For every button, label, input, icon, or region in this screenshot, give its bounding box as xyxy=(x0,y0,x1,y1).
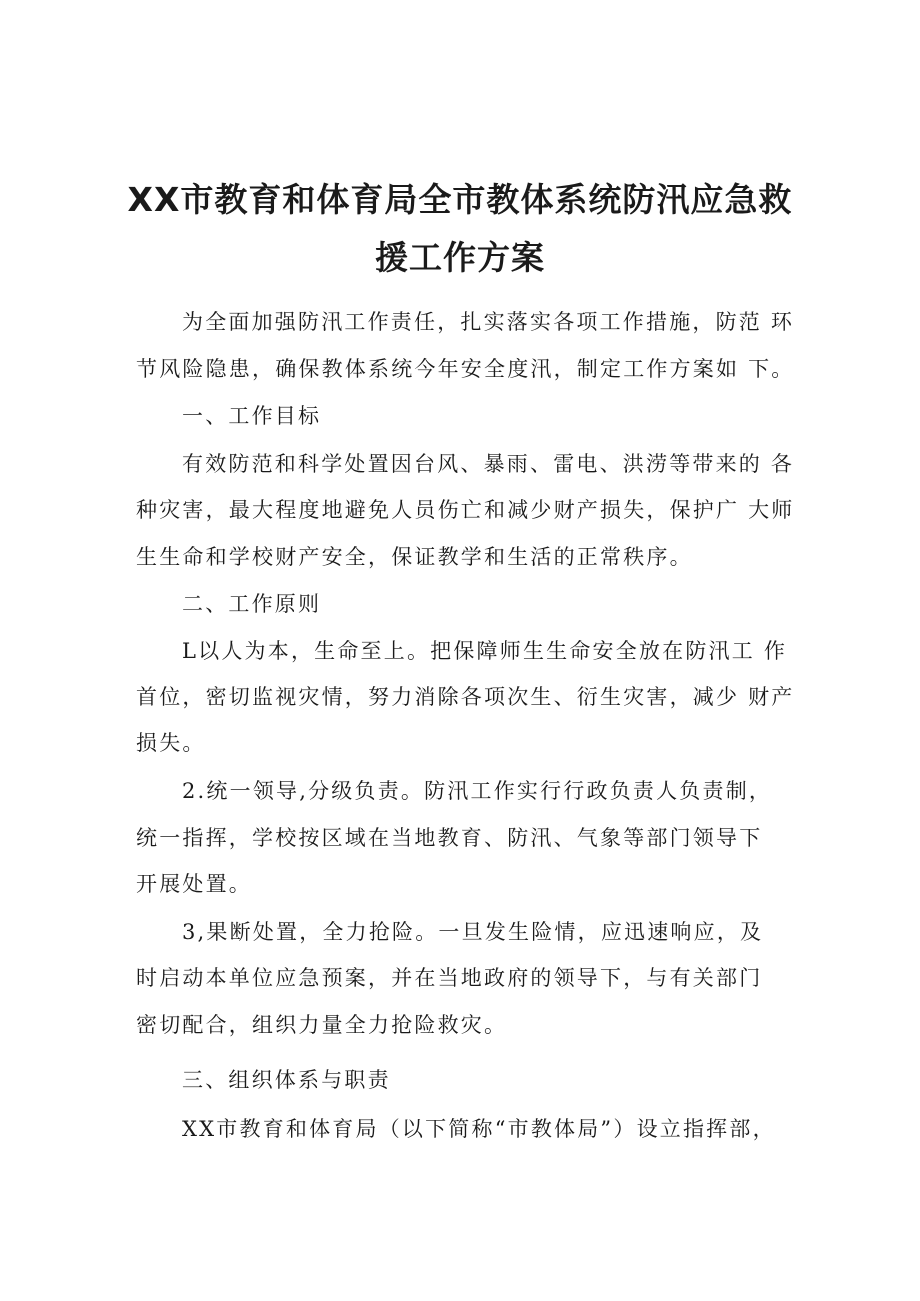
principle-2-line-1: 2.统一领导,分级负责。防汛工作实行行政负责人负责制， xyxy=(182,779,773,803)
principle-2-line-3: 开展处置。 xyxy=(136,872,252,896)
principle-3-line-2: 时启动本单位应急预案，并在当地政府的领导下，与有关部门 xyxy=(136,966,763,990)
section-heading-organization: 三、组织体系与职责 xyxy=(182,1068,391,1092)
section-heading-goals: 一、工作目标 xyxy=(182,404,322,428)
principle-1-line-2: 首位，密切监视灾情，努力消除各项次生、衍生灾害，减少 财产 xyxy=(136,685,795,709)
goal-paragraph-line-1: 有效防范和科学处置因台风、暴雨、雷电、洪涝等带来的 各 xyxy=(182,452,795,476)
document-title-line-1: XX市教育和体育局全市教体系统防汛应急救 xyxy=(127,180,793,219)
goal-paragraph-line-2: 种灾害，最大程度地避免人员伤亡和减少财产损失，保护广 大师 xyxy=(136,498,795,522)
org-paragraph-line-1: XX市教育和体育局（以下简称“市教体局”）设立指挥部， xyxy=(182,1117,776,1141)
section-heading-principles: 二、工作原则 xyxy=(182,592,322,616)
intro-paragraph-line-1: 为全面加强防汛工作责任，扎实落实各项工作措施，防范 环 xyxy=(182,310,795,334)
principle-2-line-2: 统一指挥，学校按区域在当地教育、防汛、气象等部门领导下 xyxy=(136,826,763,850)
principle-3-line-3: 密切配合，组织力量全力抢险救灾。 xyxy=(136,1013,508,1037)
principle-1-line-1: L以人为本，生命至上。把保障师生生命安全放在防汛工 作 xyxy=(182,639,788,663)
principle-1-line-3: 损失。 xyxy=(136,731,206,755)
intro-paragraph-line-2: 节风险隐患，确保教体系统今年安全度汛，制定工作方案如 下。 xyxy=(136,357,795,381)
principle-3-line-1: 3,果断处置，全力抢险。一旦发生险情，应迅速响应，及 xyxy=(182,920,764,944)
goal-paragraph-line-3: 生生命和学校财产安全，保证教学和生活的正常秩序。 xyxy=(136,545,693,569)
document-title-line-2: 援工作方案 xyxy=(375,238,545,277)
